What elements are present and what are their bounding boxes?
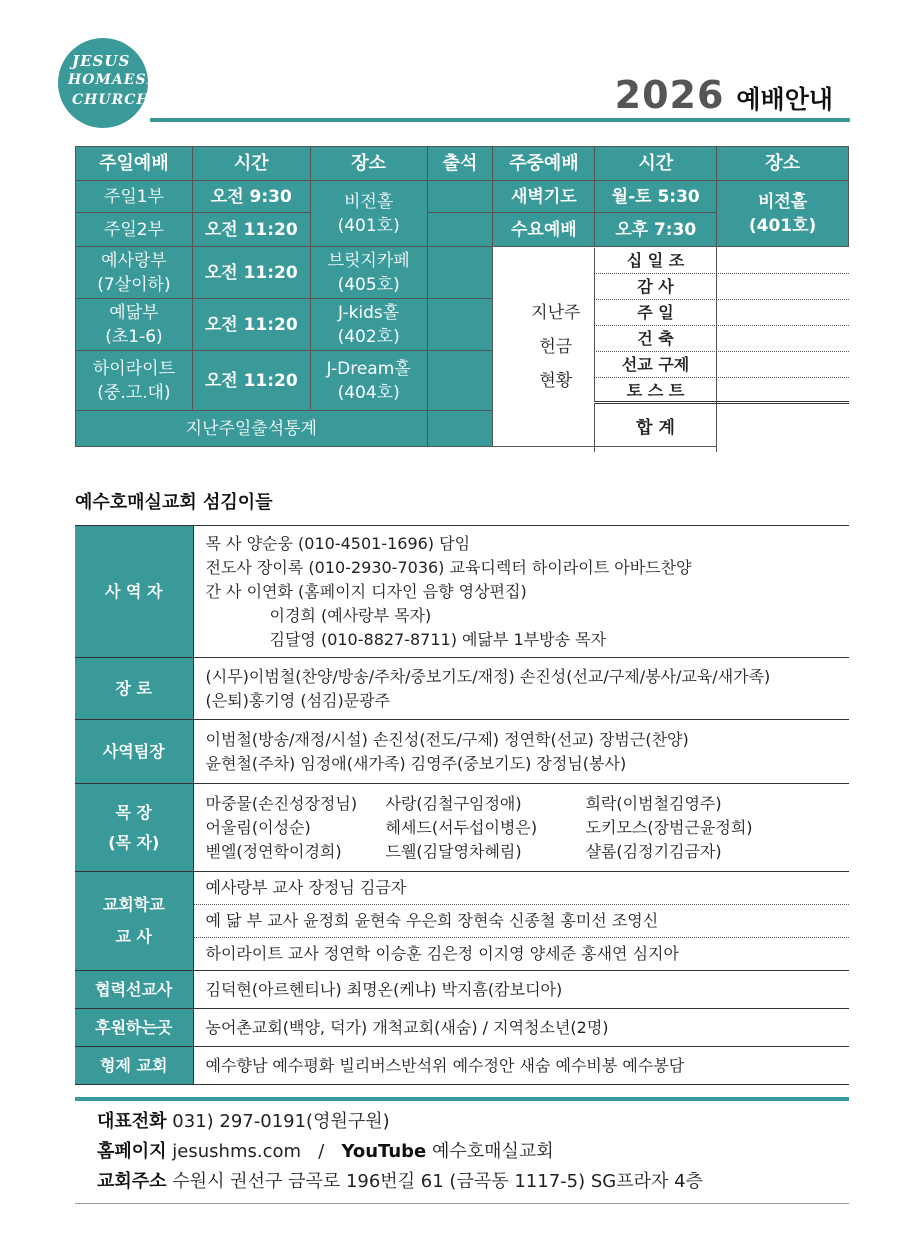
youtube-label: YouTube: [341, 1141, 427, 1162]
staff-label: 사역팀장: [75, 720, 193, 784]
offering-item: 토 스 트: [594, 378, 717, 401]
staff-label: 목 장 (목 자): [75, 784, 193, 872]
logo-text-2: HOMAESIL: [68, 72, 165, 88]
shepherd-row: 어울림(이성순) 헤세드(서두섭이병은) 도키모스(장범근윤정희): [205, 817, 753, 837]
service-place: J-Dream홀 (404호): [310, 351, 427, 411]
teacher-row: 하이라이트 교사 정연학 이승훈 김은정 이지영 양세준 홍새연 심지아: [205, 944, 679, 963]
homepage-link[interactable]: jesushms.com: [172, 1141, 302, 1162]
youtube-channel[interactable]: 예수호매실교회: [431, 1141, 554, 1162]
weekday-name: 수요예배: [493, 213, 595, 247]
staff-value: 목 사 양순웅 (010-4501-1696) 담임 전도사 장이록 (010-2930-7036) 교육디렉터 하이라이트 아바드찬양 간 사 이연화 (홈페이지 디자인 음향 영상편집) 이경희 (예사랑부 목자) 김달영 (010-8827-8711) 예닮부 1부방송 목자: [193, 526, 849, 658]
staff-row-elders: [75, 658, 849, 720]
service-time: 오전 11:20: [192, 213, 310, 247]
schedule-header-row: [76, 147, 849, 181]
shepherd-row: 마중물(손진성장정님) 사랑(김철구임정애) 희락(이범철김영주): [205, 793, 722, 813]
contact-footer: [75, 1097, 849, 1204]
teacher-row: 예사랑부 교사 장정님 김금자: [194, 872, 850, 905]
staff-label: 협력선교사: [75, 971, 193, 1009]
header-attendance: 출석: [427, 147, 493, 181]
header-time: 시간: [192, 147, 310, 181]
title-text: 예배안내: [736, 85, 833, 114]
staff-label: 교회학교 교 사: [75, 872, 193, 971]
weekday-time: 월-토 5:30: [595, 181, 717, 213]
service-name: 주일2부: [76, 213, 193, 247]
attendance-cell: [427, 299, 493, 351]
address-value: 수원시 권선구 금곡로 196번길 61 (금곡동 1117-5) SG프라자 4층: [172, 1171, 703, 1192]
service-time: 오전 11:20: [192, 299, 310, 351]
weekday-name: 새벽기도: [493, 181, 595, 213]
header-weekday-time: 시간: [595, 147, 717, 181]
staff-label: 후원하는곳: [75, 1009, 193, 1047]
phone-row: [97, 1107, 827, 1137]
staff-row-support: [75, 1009, 849, 1047]
header-sunday: 주일예배: [76, 147, 193, 181]
staff-value: [193, 784, 849, 872]
address-row: [97, 1167, 827, 1197]
service-place: 비전홀 (401호): [310, 181, 427, 247]
offering-item: 선교 구제: [594, 352, 717, 377]
staff-row-shepherds: [75, 784, 849, 872]
address-label: 교회주소: [97, 1171, 167, 1192]
service-name: 예사랑부 (7살이하): [76, 247, 193, 299]
staff-row-teachers: [75, 872, 849, 971]
staff-label: 형제 교회: [75, 1047, 193, 1085]
offering-items: [594, 248, 849, 452]
header-place: 장소: [310, 147, 427, 181]
offering-item: 건 축: [594, 326, 717, 351]
header: [0, 0, 903, 130]
staff-row-ministers: [75, 526, 849, 658]
logo-text-3: CHURCH: [72, 92, 151, 108]
staff-row-team-leaders: [75, 720, 849, 784]
staff-value: 김덕현(아르헨티나) 최명온(케냐) 박지흠(캄보디아): [193, 971, 849, 1009]
service-name: 주일1부: [76, 181, 193, 213]
attendance-cell: [427, 213, 493, 247]
service-time: 오전 11:20: [192, 247, 310, 299]
service-place: 브릿지카페 (405호): [310, 247, 427, 299]
staff-label: 장 로: [75, 658, 193, 720]
staff-row-missionaries: [75, 971, 849, 1009]
phone-value: 031) 297-0191(영원구원): [172, 1111, 390, 1132]
service-time: 오전 11:20: [192, 351, 310, 411]
title-year: 2026: [614, 73, 725, 117]
offering-item: 주 일: [594, 300, 717, 325]
service-name: 하이라이트 (중.고.대): [76, 351, 193, 411]
homepage-row: [97, 1137, 827, 1167]
staff-table: [75, 525, 849, 1085]
weekday-place: 비전홀 (401호): [717, 181, 849, 247]
offering-item: 십 일 조: [594, 248, 717, 273]
shepherd-row: 벧엘(정연학이경희) 드웰(김달영차혜림) 샬롬(김정기김금자): [205, 841, 722, 861]
schedule-row: [76, 181, 849, 213]
service-name: 예닮부 (초1-6): [76, 299, 193, 351]
header-weekday-place: 장소: [717, 147, 849, 181]
offering-total: 합 계: [594, 404, 717, 452]
staff-value: 농어촌교회(백양, 덕가) 개척교회(새숨) / 지역청소년(2명): [193, 1009, 849, 1047]
title-rule: [150, 118, 850, 122]
offering-label: 지난주 헌금 현황: [493, 247, 717, 447]
staff-section-title: 예수호매실교회 섬김이들: [75, 492, 273, 513]
page-title: [615, 73, 833, 117]
church-logo: [58, 38, 165, 128]
staff-value: 예수향남 예수평화 빌리버스반석위 예수정안 새숨 예수비봉 예수봉담: [193, 1047, 849, 1085]
separator: /: [318, 1141, 325, 1162]
service-place: J-kids홀 (402호): [310, 299, 427, 351]
staff-value: 이범철(방송/재정/시설) 손진성(전도/구제) 정연학(선교) 장범근(찬양) 윤현철(주차) 임정애(새가족) 김영주(중보기도) 장정님(봉사): [193, 720, 849, 784]
attendance-stats-label: 지난주일출석통계: [76, 411, 428, 447]
staff-label: 사 역 자: [75, 526, 193, 658]
attendance-cell: [427, 181, 493, 213]
offering-item: 감 사: [594, 274, 717, 299]
header-weekday: 주중예배: [493, 147, 595, 181]
teacher-row: 예 닮 부 교사 윤정희 윤현숙 우은희 장현숙 신종철 홍미선 조영신: [194, 905, 850, 938]
logo-text-1: JESUS: [72, 52, 131, 70]
phone-label: 대표전화: [97, 1111, 167, 1132]
attendance-stats-cell: [427, 411, 493, 447]
attendance-cell: [427, 351, 493, 411]
staff-row-sister-churches: [75, 1047, 849, 1085]
staff-value: (시무)이범철(찬양/방송/주차/중보기도/재정) 손진성(선교/구제/봉사/교육/새가족) (은퇴)홍기영 (섬김)문광주: [193, 658, 849, 720]
attendance-cell: [427, 247, 493, 299]
homepage-label: 홈페이지: [97, 1141, 167, 1162]
service-time: 오전 9:30: [192, 181, 310, 213]
staff-value: [193, 872, 849, 971]
weekday-time: 오후 7:30: [595, 213, 717, 247]
